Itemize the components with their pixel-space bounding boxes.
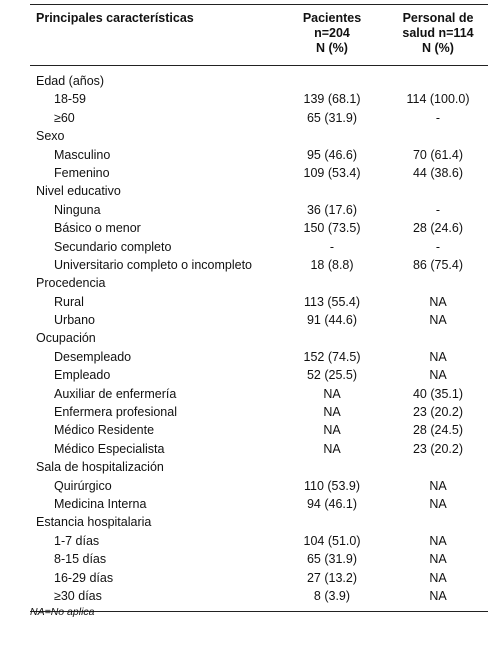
table-row (30, 421, 488, 439)
table-row (30, 201, 488, 219)
staff-value: NA (429, 496, 447, 511)
staff-value: NA (429, 588, 447, 603)
row-label: Procedencia (36, 276, 106, 291)
group-row (30, 274, 488, 292)
staff-value: NA (429, 349, 447, 364)
staff-value: NA (429, 570, 447, 585)
row-label: ≥30 días (54, 588, 102, 603)
row-label: Sala de hospitalización (36, 460, 164, 475)
row-label: 16-29 días (54, 570, 114, 585)
staff-value: 44 (38.6) (412, 165, 464, 180)
row-label: Secundario completo (54, 239, 172, 254)
patients-value: - (329, 239, 335, 254)
staff-value: 28 (24.6) (412, 221, 464, 236)
header-patients-line: n=204 (314, 26, 350, 40)
bottom-rule (30, 611, 488, 612)
staff-value: 114 (100.0) (406, 92, 470, 107)
row-label: Universitario completo o incompleto (54, 257, 253, 272)
patients-value: 109 (53.4) (303, 165, 361, 180)
row-label: Edad (años) (36, 74, 105, 88)
patients-value: 27 (13.2) (306, 570, 358, 585)
row-label: Desempleado (54, 349, 132, 364)
row-label: Enfermera profesional (54, 405, 177, 420)
patients-value: 139 (68.1) (303, 92, 361, 107)
table-row (30, 550, 488, 568)
header-staff-line: Personal de (402, 11, 474, 25)
table-row (30, 569, 488, 587)
group-row (30, 72, 488, 90)
table-row (30, 164, 488, 182)
table-row (30, 219, 488, 237)
staff-value: NA (429, 478, 447, 493)
patients-value: 110 (53.9) (303, 478, 361, 493)
group-row (30, 182, 488, 200)
row-label: Sexo (36, 129, 65, 144)
patients-value: 104 (51.0) (303, 533, 361, 548)
row-label: Médico Especialista (54, 441, 165, 456)
table-row (30, 256, 488, 274)
row-label: Estancia hospitalaria (36, 515, 152, 530)
staff-value: NA (429, 294, 447, 309)
staff-value: - (435, 110, 441, 125)
staff-value: NA (429, 313, 447, 328)
patients-value: NA (323, 423, 341, 438)
patients-value: 150 (73.5) (303, 221, 361, 236)
table-row (30, 348, 488, 366)
patients-value: 91 (44.6) (306, 313, 358, 328)
patients-value: NA (323, 405, 341, 420)
row-label: Quirúrgico (54, 478, 112, 493)
row-label: 1-7 días (54, 533, 100, 548)
row-label: Urbano (54, 313, 95, 328)
footnote: NA=No aplica (30, 606, 95, 618)
table-row (30, 532, 488, 550)
row-label: Empleado (54, 368, 111, 383)
row-label: 8-15 días (54, 552, 107, 567)
group-row (30, 513, 488, 531)
row-label: Ocupación (36, 331, 96, 346)
staff-value: NA (429, 533, 447, 548)
table-row (30, 385, 488, 403)
header-patients-line: N (%) (316, 41, 348, 55)
row-label: Nivel educativo (36, 184, 121, 199)
table-row (30, 146, 488, 164)
header-staff-line: salud n=114 (402, 26, 474, 40)
patients-value: 18 (8.8) (310, 257, 354, 272)
patients-value: 65 (31.9) (306, 552, 358, 567)
table-row (30, 109, 488, 127)
header-patients-line: Pacientes (302, 11, 362, 25)
table-header (30, 5, 488, 65)
header-staff-line: N (%) (422, 41, 454, 55)
characteristics-table (30, 4, 488, 612)
row-label: Medicina Interna (54, 496, 147, 511)
patients-value: 52 (25.5) (306, 368, 358, 383)
staff-value: - (435, 202, 441, 217)
staff-value: 28 (24.5) (412, 423, 464, 438)
row-label: Femenino (54, 165, 110, 180)
row-label: ≥60 (54, 110, 75, 125)
header-patients (288, 11, 376, 56)
staff-value: - (435, 239, 441, 254)
row-label: Masculino (54, 147, 111, 162)
patients-value: 113 (55.4) (303, 294, 361, 309)
staff-value: 86 (75.4) (412, 257, 464, 272)
patients-value: 152 (74.5) (303, 349, 361, 364)
row-label: Rural (54, 294, 84, 309)
table-row (30, 403, 488, 421)
table-row (30, 293, 488, 311)
staff-value: 40 (35.1) (412, 386, 464, 401)
table-row (30, 587, 488, 605)
patients-value: 65 (31.9) (306, 110, 358, 125)
patients-value: 8 (3.9) (313, 588, 351, 603)
header-staff (390, 11, 486, 56)
table-row (30, 366, 488, 384)
group-row (30, 458, 488, 476)
table-row (30, 495, 488, 513)
row-label: Médico Residente (54, 423, 155, 438)
staff-value: NA (429, 368, 447, 383)
table-row (30, 238, 488, 256)
row-label: 18-59 (54, 92, 86, 107)
group-row (30, 127, 488, 145)
row-label: Ninguna (54, 202, 101, 217)
patients-value: 95 (46.6) (306, 147, 358, 162)
table-row (30, 440, 488, 458)
row-label: Básico o menor (54, 221, 141, 236)
table-body (30, 66, 488, 611)
staff-value: NA (429, 552, 447, 567)
table-row (30, 311, 488, 329)
patients-value: NA (323, 441, 341, 456)
patients-value: 36 (17.6) (306, 202, 358, 217)
patients-value: NA (323, 386, 341, 401)
row-label: Auxiliar de enfermería (54, 386, 177, 401)
staff-value: 70 (61.4) (412, 147, 464, 162)
table-row (30, 477, 488, 495)
table-row (30, 90, 488, 108)
header-characteristics: Principales características (36, 11, 194, 25)
staff-value: 23 (20.2) (412, 441, 464, 456)
patients-value: 94 (46.1) (306, 496, 358, 511)
group-row (30, 329, 488, 347)
staff-value: 23 (20.2) (412, 405, 464, 420)
